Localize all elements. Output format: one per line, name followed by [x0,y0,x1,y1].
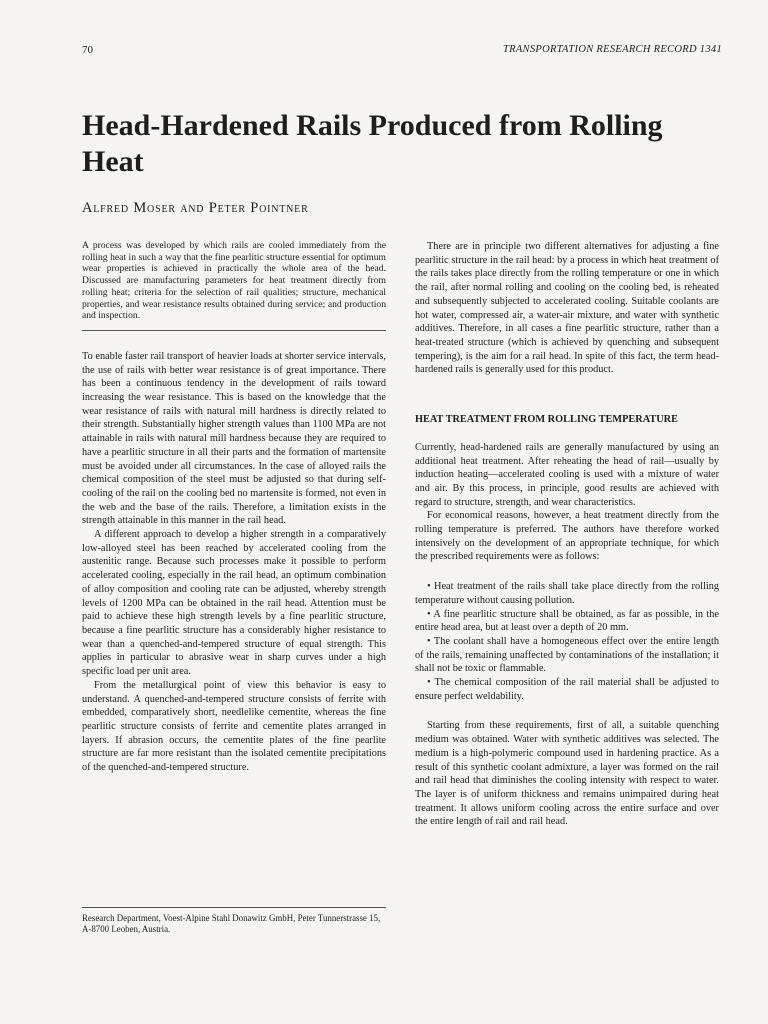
abstract-divider [82,330,386,331]
requirements-list [415,580,719,703]
right-column [415,240,719,829]
list-item: • The chemical composition of the rail material shall be adjusted to ensure perfect weldability. [415,677,719,702]
running-header: TRANSPORTATION RESEARCH RECORD 1341 [502,44,722,55]
list-item: • The coolant shall have a homogeneous effect over the entire length of the rails, remaining unaffected by contaminations of the installation; it shall not be toxic or flammable. [415,635,719,675]
body-paragraph: There are in principle two different alternatives for adjusting a fine pearlitic structure in the rail head: by a process in which heat treatment of the rails takes place directly from the rolling temperature or one in which the rail, after normal rolling and cooling on the cooling bed, is reheated and subsequently subjected to accelerated cooling. Suitable coolants are hot water, compressed air, a water-air mixture, and water with synthetic additives. Therefore, in all cases a fine pearlitic structure, rather than a heat-treated structure (which is achieved by quenching and subsequent tempering), is the aim for a rail head. In spite of this fact, the term head-hardened rails is generally used for this product. [415,241,719,376]
body-paragraph: From the metallurgical point of view this behavior is easy to understand. A quenched-and-tempered structure consists of ferrite with embedded, comparatively short, needlelike cementite, whereas the fine pearlitic structure consists of ferrite and cementite plates arranged in layers. If abrasion occurs, the cementite plates of the fine pearlite structure are far more resistant than the isolated cementite precipitations of the quenched-and-tempered structure. [82,679,386,774]
page-number: 70 [82,44,93,56]
body-paragraph: A different approach to develop a higher strength in a comparatively low-alloyed steel has been reached by accelerated cooling from the austenitic range. Because such processes make it possible to perform accelerated cooling, especially in the rail head, an optimum combination of alloy composition and cooling rate can be adjusted, whereby strength levels of 1200 MPa can be obtained in the rail head. Attention must be paid to achieve these high strength levels by a fine pearlitic structure, because a fine pearlitic structure has a considerably higher resistance to wear than a quenched-and-tempered structure of equal strength. This applies in particular to abrasive wear in sharp curves under a high specific load per unit area. [82,529,386,678]
body-paragraph: Starting from these requirements, first of all, a suitable quenching medium was obtained. Water with synthetic additives was selected. The medium is a high-polymeric compound used in hardening practice. As a result of this synthetic coolant admixture, a layer was formed on the rail and rail head that diminishes the cooling intensity with respect to water. The layer is of uniform thickness and remains unimpaired during heat treatment. It allows uniform cooling across the entire surface and over the entire length of rail and rail head. [415,720,719,828]
list-item: • Heat treatment of the rails shall take place directly from the rolling temperature without causing pollution. [415,581,719,606]
article-title: Head-Hardened Rails Produced from Rolling Heat [82,109,663,178]
body-paragraph: To enable faster rail transport of heavier loads at shorter service intervals, the use of rails with better wear resistance is of great importance. There has been a continuous tendency in the development of rails toward increasing the wear resistance. This is based on the knowledge that the wear resistance of rails with natural mill hardness is directly related to their strength. Substantially higher strength values than 1100 MPa are not attainable in rails with natural mill hardness because they are required to have a pearlitic structure in all their parts and the formation of martensite must be avoided under all circumstances. In the case of alloyed rails the chemical composition of the steel must be adjusted so that during self-cooling of the rail on the cooling bed no martensite is formed, not even in the web and the base of the rails. Therefore, a limitation exists in the strength attainable in this manner in the rail head. [82,350,386,527]
body-paragraph: For economical reasons, however, a heat treatment directly from the rolling temperature is preferred. The authors have therefore worked intensively on the development of an appropriate technique, for which the prescribed requirements were as follows: [415,510,719,563]
abstract: A process was developed by which rails are cooled immediately from the rolling heat in such a way that the fine pearlitic structure essential for optimum wear properties is achieved in practically the whole area of the head. Discussed are manufacturing parameters for heat treatment directly from rolling heat; criteria for the selection of rail qualities; structure, mechanical properties, and wear resistance results obtained during service; and production and inspection. [82,240,386,322]
body-paragraph: Currently, head-hardened rails are generally manufactured by using an additional heat treatment. After reheating the head of rail—usually by induction heating—accelerated cooling is used with a mixture of water and air. By this process, in principle, good results are achieved with regard to structure, strength, and wear characteristics. [415,441,719,508]
list-item: • A fine pearlitic structure shall be obtained, as far as possible, in the entire head area, but at least over a depth of 20 mm. [415,608,719,634]
left-column [82,240,386,775]
section-heading: HEAT TREATMENT FROM ROLLING TEMPERATURE [415,414,678,426]
author-affiliation-footnote: Research Department, Voest-Alpine Stahl Donawitz GmbH, Peter Tunnerstrasse 15, A-8700 Leoben, Austria. [82,907,386,935]
author-line: Alfred Moser and Peter Pointner [82,200,309,216]
